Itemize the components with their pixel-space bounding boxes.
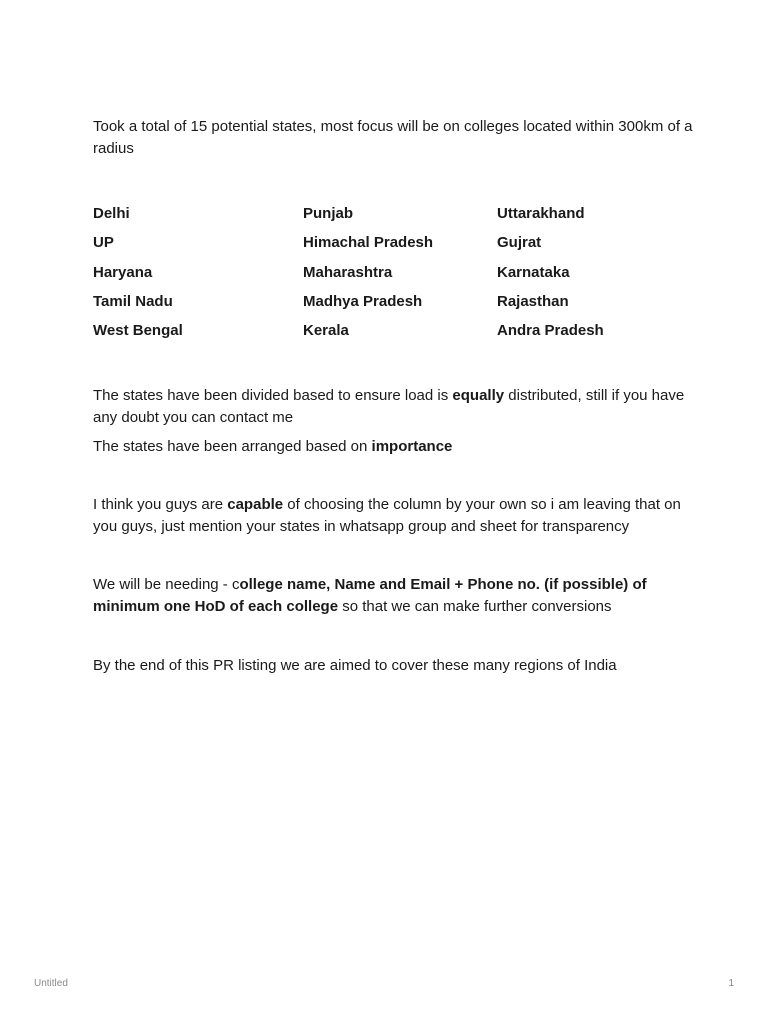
text-segment: of choosing the column by your own so i am leaving that on you guys, just mention your states in whatsapp group and sheet for transparency bbox=[93, 496, 681, 536]
state-item: West Bengal bbox=[93, 322, 183, 340]
text-segment: The states have been divided based to ensure load is bbox=[93, 387, 453, 405]
state-item: Tamil Nadu bbox=[93, 292, 173, 310]
state-item: Delhi bbox=[93, 205, 130, 222]
load-distribution-paragraph bbox=[93, 385, 693, 429]
state-item: Andra Pradesh bbox=[497, 322, 604, 340]
footer-document-title: Untitled bbox=[34, 978, 68, 989]
emphasis-text: capable bbox=[227, 496, 284, 514]
text-segment: so that we can make further conversions bbox=[338, 598, 612, 616]
state-item: Madhya Pradesh bbox=[303, 292, 423, 310]
state-item: Uttarakhand bbox=[497, 205, 585, 222]
state-item: UP bbox=[93, 234, 114, 252]
intro-paragraph: Took a total of 15 potential states, most focus will be on colleges located within 300km of a radius bbox=[93, 118, 693, 157]
text-segment: I think you guys are bbox=[93, 496, 228, 514]
text-segment: distributed, still if you have any doubt you can contact me bbox=[93, 387, 685, 427]
text-segment: We will be needing - c bbox=[93, 576, 240, 594]
footer-page-number: 1 bbox=[728, 978, 734, 989]
closing-paragraph: By the end of this PR listing we are aimed to cover these many regions of India bbox=[93, 657, 617, 675]
state-item: Rajasthan bbox=[497, 292, 569, 310]
emphasis-text: equally bbox=[452, 387, 505, 405]
state-item: Punjab bbox=[303, 205, 354, 222]
document-body bbox=[93, 116, 693, 677]
importance-paragraph bbox=[93, 436, 693, 458]
states-grid bbox=[93, 203, 693, 342]
state-item: Kerala bbox=[303, 322, 349, 340]
emphasis-text: importance bbox=[371, 438, 453, 456]
state-item: Himachal Pradesh bbox=[303, 234, 434, 252]
state-item: Gujrat bbox=[497, 234, 542, 252]
state-item: Karnataka bbox=[497, 263, 570, 281]
text-segment: The states have been arranged based on bbox=[93, 438, 372, 456]
state-item: Haryana bbox=[93, 263, 153, 281]
emphasis-text: ollege name, Name and Email + Phone no. (if possible) of minimum one HoD of each college bbox=[93, 576, 647, 616]
requirements-paragraph bbox=[93, 574, 693, 618]
state-item: Maharashtra bbox=[303, 263, 393, 281]
capable-paragraph bbox=[93, 494, 693, 538]
